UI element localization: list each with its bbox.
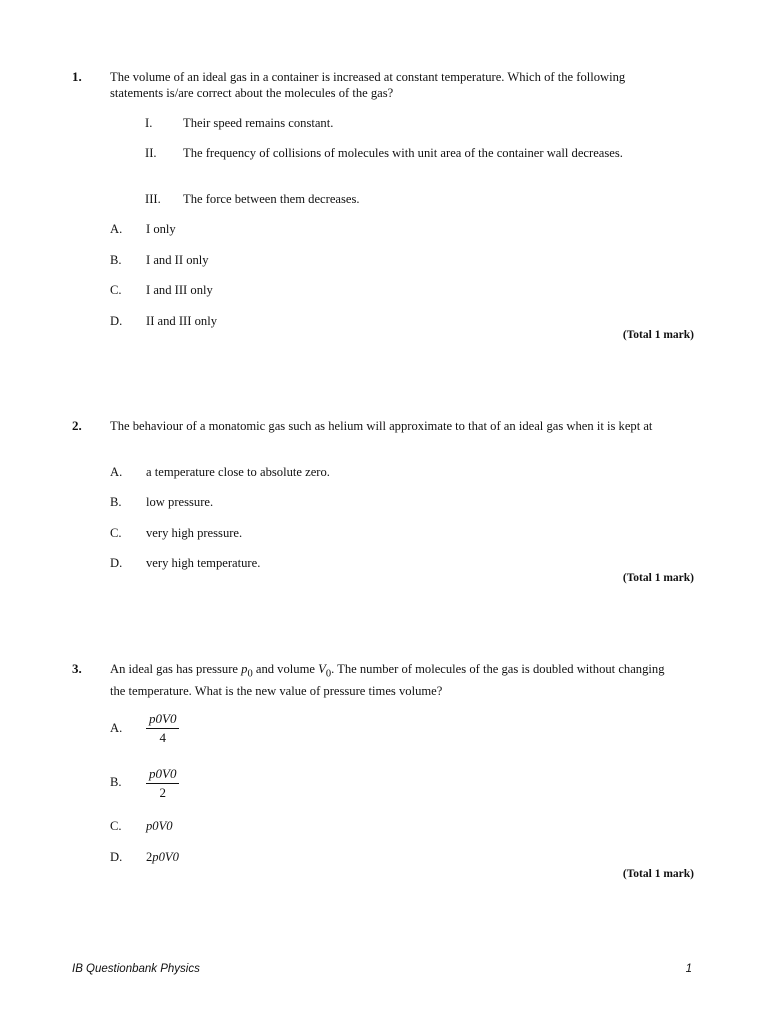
- q3-option-d-value: 2p0V0: [146, 850, 179, 864]
- q3-option-a-numerator: p0V0: [146, 711, 179, 729]
- q1-option-d-text: II and III only: [146, 314, 217, 328]
- q1-statement-2-text: The frequency of collisions of molecules with unit area of the container wall decreases.: [183, 146, 623, 160]
- footer-title: IB Questionbank Physics: [72, 963, 200, 975]
- q1-statement-3-text: The force between them decreases.: [183, 192, 360, 206]
- q1-option-c-text: I and III only: [146, 283, 213, 297]
- q3-option-d-letter: D.: [110, 850, 123, 864]
- q2-option-a-text: a temperature close to absolute zero.: [146, 465, 330, 479]
- question-3-number: 3.: [72, 661, 82, 676]
- q3-option-c-letter: C.: [110, 819, 122, 833]
- q3-option-b-numerator: p0V0: [146, 766, 179, 784]
- q2-option-d-text: very high temperature.: [146, 556, 261, 570]
- q1-option-b-letter: B.: [110, 253, 122, 267]
- page-number: 1: [685, 963, 692, 975]
- q1-option-d-letter: D.: [110, 314, 123, 328]
- q3-option-b-letter: B.: [110, 775, 122, 789]
- q3-option-c-value: p0V0: [146, 819, 173, 833]
- q3-total-mark: (Total 1 mark): [622, 868, 694, 880]
- question-1-number: 1.: [72, 69, 82, 84]
- q2-total-mark: (Total 1 mark): [622, 572, 694, 584]
- q1-option-c-letter: C.: [110, 283, 122, 297]
- q2-option-c-letter: C.: [110, 526, 122, 540]
- q2-option-b-text: low pressure.: [146, 495, 214, 509]
- q1-total-mark: (Total 1 mark): [622, 329, 694, 341]
- q1-statement-1-text: Their speed remains constant.: [183, 116, 334, 130]
- question-2-number: 2.: [72, 418, 82, 433]
- q3-option-a-denominator: 4: [159, 730, 166, 745]
- q1-statement-2-numeral: II.: [145, 146, 157, 160]
- q2-option-b-letter: B.: [110, 495, 122, 509]
- question-1-text: The volume of an ideal gas in a container is increased at constant temperature. Which of the following statements is/are correct about the molecules of the gas?: [110, 70, 626, 100]
- q1-statement-3-numeral: III.: [145, 192, 161, 206]
- q3-option-b-fraction: [146, 766, 179, 801]
- question-3-text: An ideal gas has pressure $p_0$ and volume $V_0$. The number of molecules of the gas is doubled without changing the temperature. What is the new value of pressure times volume?: [110, 662, 665, 698]
- q1-option-a-text: I only: [146, 222, 176, 236]
- q3-option-a-letter: A.: [110, 721, 123, 735]
- q2-option-a-letter: A.: [110, 465, 123, 479]
- q1-statement-1-numeral: I.: [145, 116, 153, 130]
- q3-option-b-denominator: 2: [159, 785, 166, 800]
- q1-option-b-text: I and II only: [146, 253, 209, 267]
- q2-option-c-text: very high pressure.: [146, 526, 243, 540]
- q2-option-d-letter: D.: [110, 556, 123, 570]
- q1-option-a-letter: A.: [110, 222, 123, 236]
- q3-option-a-fraction: [146, 711, 179, 746]
- question-2-text: The behaviour of a monatomic gas such as helium will approximate to that of an ideal gas when it is kept at: [110, 419, 653, 433]
